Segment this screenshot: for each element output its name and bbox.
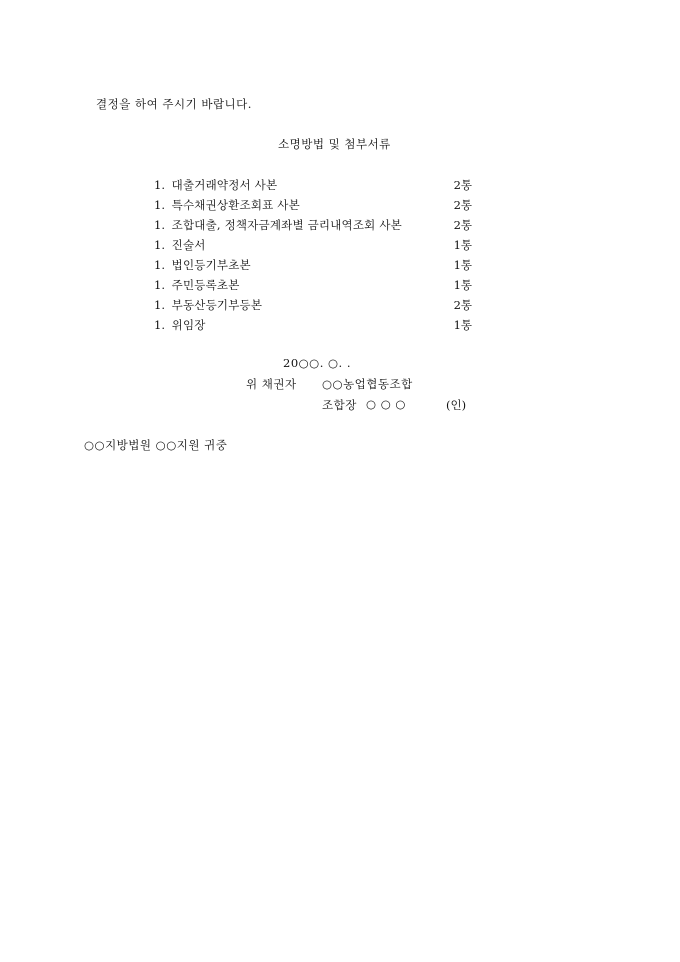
attachment-quantity: 2통 <box>453 298 472 312</box>
attachment-item <box>154 218 474 238</box>
attachment-item <box>154 178 474 198</box>
attachment-quantity: 2통 <box>453 218 472 232</box>
creditor-name: ○○농업협동조합 <box>322 377 413 391</box>
attachment-item <box>154 298 474 318</box>
seal-mark: (인) <box>446 398 467 412</box>
attachment-item <box>154 318 474 338</box>
attachment-item <box>154 198 474 218</box>
attachment-item <box>154 258 474 278</box>
attachment-name: 법인등기부초본 <box>171 258 251 272</box>
attachments-section-title: 소명방법 및 첨부서류 <box>278 137 391 151</box>
attachment-item <box>154 238 474 258</box>
closing-request-text: 결정을 하여 주시기 바랍니다. <box>96 97 252 111</box>
attachment-name: 특수채권상환조회표 사본 <box>171 198 300 212</box>
attachment-number: 1. <box>154 218 165 232</box>
attachment-quantity: 2통 <box>453 178 472 192</box>
attachment-name: 부동산등기부등본 <box>171 298 263 312</box>
attachment-number: 1. <box>154 278 165 292</box>
attachment-quantity: 1통 <box>453 318 472 332</box>
attachment-name: 조합대출, 정책자금계좌별 금리내역조회 사본 <box>171 218 402 232</box>
attachment-quantity: 1통 <box>453 278 472 292</box>
attachment-quantity: 1통 <box>453 238 472 252</box>
filing-date: 20○○. ○. . <box>283 356 352 370</box>
attachment-name: 위임장 <box>171 318 206 332</box>
attachment-number: 1. <box>154 238 165 252</box>
attachment-name: 주민등록초본 <box>171 278 240 292</box>
court-addressee: ○○지방법원 ○○지원 귀중 <box>84 438 228 452</box>
attachment-name: 대출거래약정서 사본 <box>171 178 278 192</box>
attachment-number: 1. <box>154 318 165 332</box>
attachment-item <box>154 278 474 298</box>
creditor-label: 위 채권자 <box>246 377 297 391</box>
representative-title: 조합장 <box>322 398 357 412</box>
attachment-quantity: 2통 <box>453 198 472 212</box>
attachment-number: 1. <box>154 298 165 312</box>
attachment-list <box>154 178 474 338</box>
attachment-quantity: 1통 <box>453 258 472 272</box>
attachment-number: 1. <box>154 178 165 192</box>
attachment-number: 1. <box>154 198 165 212</box>
attachment-name: 진술서 <box>171 238 206 252</box>
attachment-number: 1. <box>154 258 165 272</box>
representative-name: ○ ○ ○ <box>366 397 406 411</box>
